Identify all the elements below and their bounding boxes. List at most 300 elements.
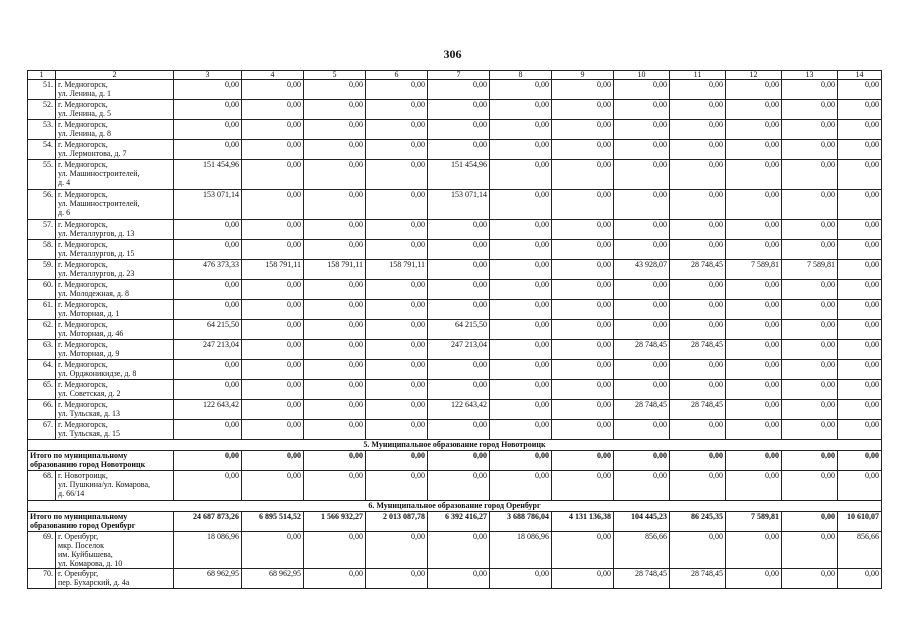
value-cell: 2 013 087,78 [366, 512, 428, 532]
total-label-line: Итого по муниципальному [30, 512, 128, 521]
value-cell: 0,00 [174, 420, 242, 440]
value-cell: 122 643,42 [428, 400, 490, 420]
value-cell: 0,00 [242, 340, 304, 360]
address-cell [56, 420, 174, 440]
value-cell: 0,00 [726, 190, 782, 220]
address-line: г. Медногорск, [58, 340, 108, 349]
value-cell: 0,00 [242, 190, 304, 220]
value-cell: 0,00 [490, 451, 552, 471]
value-cell: 158 791,11 [242, 260, 304, 280]
value-cell: 0,00 [782, 80, 838, 100]
value-cell: 0,00 [366, 532, 428, 569]
address-line: ул. Моторная, д. 9 [58, 349, 120, 358]
value-cell: 0,00 [726, 280, 782, 300]
value-cell: 0,00 [428, 451, 490, 471]
address-line: ул. Моторная, д. 1 [58, 309, 120, 318]
table-row [28, 280, 882, 300]
value-cell: 0,00 [304, 100, 366, 120]
value-cell: 0,00 [366, 100, 428, 120]
column-header: 4 [242, 71, 304, 80]
address-cell [56, 220, 174, 240]
value-cell: 0,00 [304, 280, 366, 300]
address-line: г. Медногорск, [58, 300, 108, 309]
value-cell: 28 748,45 [670, 400, 726, 420]
row-number: 67. [28, 420, 56, 440]
value-cell: 0,00 [670, 360, 726, 380]
value-cell: 0,00 [782, 400, 838, 420]
table-row [28, 420, 882, 440]
value-cell: 7 589,81 [726, 512, 782, 532]
value-cell: 0,00 [366, 300, 428, 320]
column-header: 14 [838, 71, 882, 80]
address-cell [56, 80, 174, 100]
value-cell: 0,00 [726, 471, 782, 501]
value-cell: 0,00 [552, 280, 614, 300]
table-row [28, 569, 882, 589]
row-number: 68. [28, 471, 56, 501]
value-cell: 122 643,42 [174, 400, 242, 420]
value-cell: 0,00 [174, 80, 242, 100]
value-cell: 0,00 [552, 320, 614, 340]
address-line: ул. Машиностроителей, [58, 199, 140, 208]
row-number: 58. [28, 240, 56, 260]
value-cell: 0,00 [242, 160, 304, 190]
value-cell: 0,00 [490, 420, 552, 440]
column-header: 2 [56, 71, 174, 80]
address-line: ул. Металлургов, д. 23 [58, 269, 135, 278]
address-line: пер. Бухарский, д. 4а [58, 578, 130, 587]
value-cell: 0,00 [838, 240, 882, 260]
value-cell: 0,00 [366, 451, 428, 471]
value-cell: 3 688 786,04 [490, 512, 552, 532]
column-header: 7 [428, 71, 490, 80]
total-label [28, 451, 174, 471]
value-cell: 28 748,45 [670, 340, 726, 360]
table-row [28, 120, 882, 140]
value-cell: 0,00 [782, 220, 838, 240]
value-cell: 0,00 [670, 380, 726, 400]
value-cell: 0,00 [552, 100, 614, 120]
value-cell: 0,00 [782, 120, 838, 140]
value-cell: 0,00 [366, 80, 428, 100]
value-cell: 0,00 [782, 140, 838, 160]
address-line: мкр. Поселок [58, 541, 105, 550]
value-cell: 0,00 [304, 532, 366, 569]
value-cell: 24 687 873,26 [174, 512, 242, 532]
value-cell: 0,00 [366, 569, 428, 589]
value-cell: 28 748,45 [614, 569, 670, 589]
value-cell: 0,00 [366, 360, 428, 380]
value-cell: 0,00 [726, 140, 782, 160]
value-cell: 86 245,35 [670, 512, 726, 532]
column-header: 9 [552, 71, 614, 80]
value-cell: 0,00 [552, 471, 614, 501]
address-cell [56, 400, 174, 420]
value-cell: 0,00 [242, 120, 304, 140]
value-cell: 0,00 [838, 140, 882, 160]
value-cell: 28 748,45 [614, 340, 670, 360]
value-cell: 0,00 [670, 120, 726, 140]
row-number: 56. [28, 190, 56, 220]
column-header: 12 [726, 71, 782, 80]
table-row [28, 380, 882, 400]
value-cell: 0,00 [366, 190, 428, 220]
total-row [28, 512, 882, 532]
row-number: 65. [28, 380, 56, 400]
total-row [28, 451, 882, 471]
value-cell: 43 928,07 [614, 260, 670, 280]
address-line: г. Оренбург, [58, 532, 99, 541]
value-cell: 0,00 [670, 532, 726, 569]
value-cell: 0,00 [304, 80, 366, 100]
value-cell: 0,00 [366, 320, 428, 340]
address-line: им. Куйбышева, [58, 550, 113, 559]
row-number: 63. [28, 340, 56, 360]
value-cell: 0,00 [428, 471, 490, 501]
address-cell [56, 300, 174, 320]
column-header-row [28, 71, 882, 80]
table-row [28, 80, 882, 100]
value-cell: 0,00 [614, 420, 670, 440]
value-cell: 0,00 [304, 340, 366, 360]
table-row [28, 532, 882, 569]
value-cell: 0,00 [552, 190, 614, 220]
value-cell: 0,00 [670, 420, 726, 440]
value-cell: 0,00 [726, 120, 782, 140]
value-cell: 0,00 [614, 140, 670, 160]
value-cell: 0,00 [838, 340, 882, 360]
address-line: ул. Молодежная, д. 8 [58, 289, 129, 298]
value-cell: 0,00 [304, 160, 366, 190]
address-line: ул. Ленина, д. 8 [58, 129, 112, 138]
row-number: 64. [28, 360, 56, 380]
table-row [28, 320, 882, 340]
row-number: 62. [28, 320, 56, 340]
value-cell: 0,00 [428, 100, 490, 120]
address-cell [56, 569, 174, 589]
value-cell: 0,00 [428, 420, 490, 440]
value-cell: 0,00 [552, 400, 614, 420]
value-cell: 0,00 [838, 300, 882, 320]
value-cell: 0,00 [304, 240, 366, 260]
value-cell: 0,00 [490, 280, 552, 300]
value-cell: 0,00 [670, 160, 726, 190]
value-cell: 6 895 514,52 [242, 512, 304, 532]
value-cell: 0,00 [174, 380, 242, 400]
value-cell: 0,00 [242, 380, 304, 400]
page-number: 306 [443, 47, 462, 61]
value-cell: 0,00 [670, 140, 726, 160]
row-number: 59. [28, 260, 56, 280]
value-cell: 0,00 [614, 100, 670, 120]
value-cell: 0,00 [552, 260, 614, 280]
value-cell: 0,00 [670, 471, 726, 501]
value-cell: 0,00 [174, 100, 242, 120]
section-header-row [28, 440, 882, 451]
value-cell: 0,00 [490, 160, 552, 190]
value-cell: 0,00 [782, 320, 838, 340]
address-line: ул. Ленина, д. 1 [58, 89, 112, 98]
data-table [27, 70, 882, 589]
address-line: г. Медногорск, [58, 280, 108, 289]
value-cell: 0,00 [552, 140, 614, 160]
value-cell: 0,00 [552, 80, 614, 100]
address-cell [56, 360, 174, 380]
value-cell: 0,00 [366, 160, 428, 190]
section-title: 5. Муниципальное образование город Новотроицк [28, 440, 882, 451]
column-header: 3 [174, 71, 242, 80]
value-cell: 10 610,07 [838, 512, 882, 532]
value-cell: 0,00 [242, 240, 304, 260]
value-cell: 0,00 [838, 451, 882, 471]
value-cell: 0,00 [838, 400, 882, 420]
value-cell: 0,00 [366, 400, 428, 420]
value-cell: 0,00 [838, 280, 882, 300]
value-cell: 0,00 [242, 400, 304, 420]
address-line: г. Медногорск, [58, 360, 108, 369]
value-cell: 7 589,81 [782, 260, 838, 280]
address-line: ул. Советская, д. 2 [58, 389, 121, 398]
table-row [28, 240, 882, 260]
value-cell: 0,00 [838, 220, 882, 240]
value-cell: 0,00 [490, 320, 552, 340]
value-cell: 0,00 [242, 471, 304, 501]
value-cell: 0,00 [366, 120, 428, 140]
value-cell: 0,00 [838, 380, 882, 400]
value-cell: 0,00 [782, 300, 838, 320]
value-cell: 0,00 [726, 400, 782, 420]
value-cell: 0,00 [838, 120, 882, 140]
address-line: ул. Металлургов, д. 15 [58, 249, 135, 258]
value-cell: 0,00 [552, 220, 614, 240]
value-cell: 0,00 [490, 340, 552, 360]
table-row [28, 360, 882, 380]
value-cell: 0,00 [552, 120, 614, 140]
value-cell: 28 748,45 [670, 569, 726, 589]
value-cell: 0,00 [670, 320, 726, 340]
row-number: 53. [28, 120, 56, 140]
value-cell: 0,00 [242, 320, 304, 340]
value-cell: 0,00 [726, 160, 782, 190]
address-line: г. Медногорск, [58, 120, 108, 129]
value-cell: 856,66 [614, 532, 670, 569]
value-cell: 0,00 [782, 569, 838, 589]
value-cell: 0,00 [304, 471, 366, 501]
column-header: 8 [490, 71, 552, 80]
value-cell: 0,00 [490, 360, 552, 380]
value-cell: 18 086,96 [174, 532, 242, 569]
value-cell: 0,00 [304, 140, 366, 160]
value-cell: 856,66 [838, 532, 882, 569]
address-cell [56, 100, 174, 120]
section-header-row [28, 501, 882, 512]
value-cell: 0,00 [174, 300, 242, 320]
value-cell: 0,00 [726, 360, 782, 380]
value-cell: 0,00 [490, 80, 552, 100]
value-cell: 0,00 [726, 100, 782, 120]
value-cell: 0,00 [304, 320, 366, 340]
value-cell: 0,00 [614, 80, 670, 100]
value-cell: 0,00 [552, 451, 614, 471]
value-cell: 7 589,81 [726, 260, 782, 280]
value-cell: 0,00 [726, 80, 782, 100]
value-cell: 0,00 [782, 512, 838, 532]
value-cell: 0,00 [614, 471, 670, 501]
value-cell: 247 213,04 [428, 340, 490, 360]
table-row [28, 300, 882, 320]
column-header: 5 [304, 71, 366, 80]
value-cell: 0,00 [552, 160, 614, 190]
total-label-line: образованию город Новотроицк [30, 460, 146, 469]
value-cell: 0,00 [838, 100, 882, 120]
address-line: ул. Орджоникидзе, д. 8 [58, 369, 137, 378]
value-cell: 0,00 [726, 380, 782, 400]
value-cell: 0,00 [242, 360, 304, 380]
value-cell: 0,00 [490, 100, 552, 120]
value-cell: 0,00 [670, 220, 726, 240]
table-row [28, 100, 882, 120]
value-cell: 0,00 [490, 569, 552, 589]
value-cell: 0,00 [428, 569, 490, 589]
value-cell: 0,00 [838, 320, 882, 340]
value-cell: 0,00 [490, 380, 552, 400]
address-line: д. 66/14 [58, 489, 85, 498]
value-cell: 0,00 [614, 300, 670, 320]
address-line: г. Медногорск, [58, 80, 108, 89]
value-cell: 0,00 [838, 569, 882, 589]
value-cell: 68 962,95 [242, 569, 304, 589]
address-line: ул. Тульская, д. 15 [58, 429, 121, 438]
value-cell: 0,00 [614, 451, 670, 471]
total-label-line: Итого по муниципальному [30, 451, 128, 460]
address-cell [56, 190, 174, 220]
value-cell: 0,00 [614, 380, 670, 400]
value-cell: 0,00 [614, 360, 670, 380]
value-cell: 0,00 [242, 280, 304, 300]
total-label [28, 512, 174, 532]
value-cell: 0,00 [782, 240, 838, 260]
value-cell: 0,00 [552, 532, 614, 569]
value-cell: 247 213,04 [174, 340, 242, 360]
value-cell: 0,00 [490, 240, 552, 260]
value-cell: 0,00 [304, 190, 366, 220]
column-header: 11 [670, 71, 726, 80]
value-cell: 28 748,45 [670, 260, 726, 280]
value-cell: 0,00 [838, 160, 882, 190]
value-cell: 0,00 [490, 260, 552, 280]
address-cell [56, 120, 174, 140]
value-cell: 0,00 [838, 190, 882, 220]
value-cell: 0,00 [726, 240, 782, 260]
value-cell: 104 445,23 [614, 512, 670, 532]
address-line: ул. Ленина, д. 5 [58, 109, 112, 118]
value-cell: 0,00 [838, 471, 882, 501]
column-header: 10 [614, 71, 670, 80]
value-cell: 0,00 [366, 471, 428, 501]
address-line: г. Медногорск, [58, 380, 108, 389]
address-line: г. Медногорск, [58, 160, 108, 169]
value-cell: 0,00 [242, 140, 304, 160]
value-cell: 0,00 [428, 240, 490, 260]
value-cell: 0,00 [726, 451, 782, 471]
value-cell: 0,00 [428, 140, 490, 160]
value-cell: 0,00 [782, 380, 838, 400]
value-cell: 0,00 [670, 451, 726, 471]
value-cell: 0,00 [304, 300, 366, 320]
value-cell: 153 071,14 [174, 190, 242, 220]
address-line: г. Оренбург, [58, 569, 99, 578]
value-cell: 0,00 [552, 340, 614, 360]
value-cell: 0,00 [490, 190, 552, 220]
value-cell: 64 215,50 [174, 320, 242, 340]
value-cell: 0,00 [490, 220, 552, 240]
value-cell: 0,00 [726, 420, 782, 440]
value-cell: 0,00 [490, 400, 552, 420]
address-line: д. 6 [58, 208, 71, 217]
value-cell: 0,00 [174, 240, 242, 260]
row-number: 55. [28, 160, 56, 190]
value-cell: 0,00 [428, 80, 490, 100]
address-line: г. Медногорск, [58, 190, 108, 199]
table-row [28, 140, 882, 160]
value-cell: 0,00 [838, 420, 882, 440]
value-cell: 0,00 [304, 569, 366, 589]
value-cell: 0,00 [782, 420, 838, 440]
value-cell: 0,00 [174, 451, 242, 471]
row-number: 66. [28, 400, 56, 420]
address-cell [56, 320, 174, 340]
value-cell: 0,00 [552, 360, 614, 380]
value-cell: 158 791,11 [366, 260, 428, 280]
address-line: г. Медногорск, [58, 320, 108, 329]
address-cell [56, 160, 174, 190]
value-cell: 0,00 [670, 100, 726, 120]
value-cell: 1 566 932,27 [304, 512, 366, 532]
value-cell: 0,00 [366, 380, 428, 400]
value-cell: 0,00 [552, 380, 614, 400]
value-cell: 151 454,96 [174, 160, 242, 190]
value-cell: 0,00 [670, 80, 726, 100]
value-cell: 0,00 [242, 100, 304, 120]
value-cell: 0,00 [838, 260, 882, 280]
value-cell: 0,00 [304, 120, 366, 140]
row-number: 54. [28, 140, 56, 160]
value-cell: 0,00 [304, 451, 366, 471]
address-cell [56, 471, 174, 501]
value-cell: 153 071,14 [428, 190, 490, 220]
value-cell: 0,00 [366, 140, 428, 160]
table-row [28, 340, 882, 360]
value-cell: 158 791,11 [304, 260, 366, 280]
value-cell: 4 131 136,38 [552, 512, 614, 532]
value-cell: 0,00 [490, 300, 552, 320]
value-cell: 0,00 [782, 190, 838, 220]
row-number: 69. [28, 532, 56, 569]
value-cell: 0,00 [782, 532, 838, 569]
row-number: 70. [28, 569, 56, 589]
value-cell: 0,00 [304, 360, 366, 380]
value-cell: 68 962,95 [174, 569, 242, 589]
value-cell: 0,00 [614, 220, 670, 240]
address-line: ул. Металлургов, д. 13 [58, 229, 135, 238]
address-line: г. Медногорск, [58, 260, 108, 269]
value-cell: 0,00 [428, 120, 490, 140]
column-header: 1 [28, 71, 56, 80]
value-cell: 0,00 [428, 220, 490, 240]
value-cell: 0,00 [782, 471, 838, 501]
address-line: ул. Пушкина/ул. Комарова, [58, 480, 151, 489]
row-number: 52. [28, 100, 56, 120]
